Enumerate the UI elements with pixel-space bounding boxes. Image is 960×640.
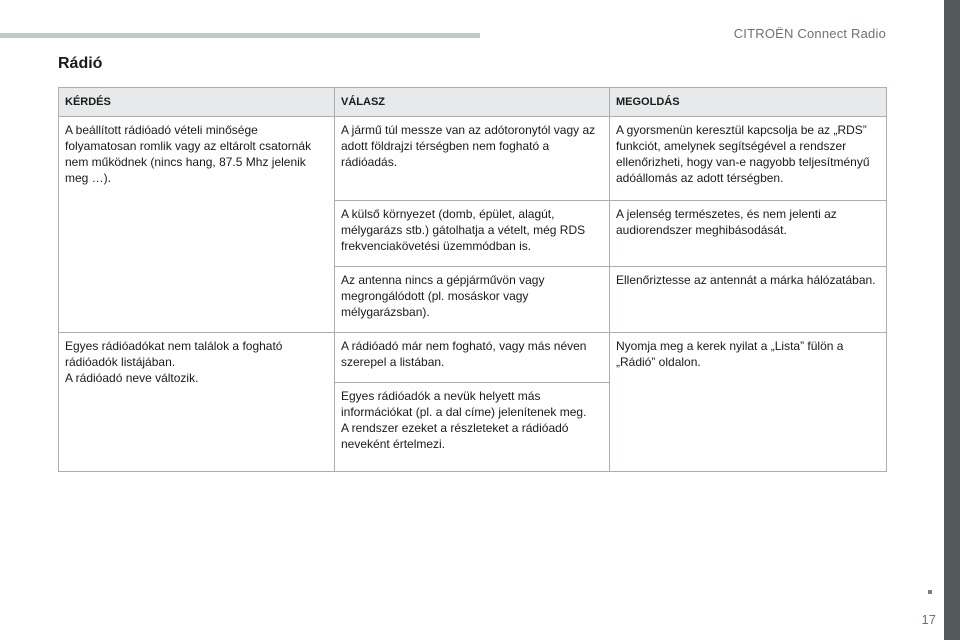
solution-cell: Nyomja meg a kerek nyilat a „Lista” fülön a „Rádió” oldalon. bbox=[610, 333, 887, 472]
solution-cell: A jelenség természetes, és nem jelenti az audiorendszer meghibásodását. bbox=[610, 201, 887, 267]
column-header-solution: MEGOLDÁS bbox=[610, 88, 887, 117]
page-marker-dot bbox=[928, 590, 932, 594]
answer-cell: A jármű túl messze van az adótoronytól vagy az adott földrajzi térségben nem fogható a rádióadás. bbox=[335, 117, 610, 201]
solution-cell: A gyorsmenün keresztül kapcsolja be az „RDS” funkciót, amelynek segítségével a rendszer ellenőrizheti, hogy van-e nagyobb teljesítményű adóállomás az adott térségben. bbox=[610, 117, 887, 201]
answer-cell: A külső környezet (domb, épület, alagút, mélygarázs stb.) gátolhatja a vételt, még RDS frekvenciakövetési üzemmódban is. bbox=[335, 201, 610, 267]
column-header-question: KÉRDÉS bbox=[59, 88, 335, 117]
column-header-answer: VÁLASZ bbox=[335, 88, 610, 117]
brand-header: CITROËN Connect Radio bbox=[733, 26, 886, 41]
table-row bbox=[59, 333, 887, 383]
troubleshooting-table bbox=[58, 87, 887, 472]
answer-cell: Egyes rádióadók a nevük helyett más információkat (pl. a dal címe) jelenítenek meg. A rendszer ezeket a részleteket a rádióadó neveként értelmezi. bbox=[335, 383, 610, 472]
answer-cell: Az antenna nincs a gépjárművön vagy megrongálódott (pl. mosáskor vagy mélygarázsban). bbox=[335, 267, 610, 333]
answer-cell: A rádióadó már nem fogható, vagy más néven szerepel a listában. bbox=[335, 333, 610, 383]
header-rule bbox=[0, 33, 480, 38]
question-cell: Egyes rádióadókat nem találok a fogható rádióadók listájában. A rádióadó neve változik. bbox=[59, 333, 335, 472]
question-cell: A beállított rádióadó vételi minősége folyamatosan romlik vagy az eltárolt csatornák nem működnek (nincs hang, 87.5 Mhz jelenik meg …). bbox=[59, 117, 335, 333]
page-title: Rádió bbox=[58, 55, 103, 72]
table-row bbox=[59, 117, 887, 201]
side-strip bbox=[944, 0, 960, 640]
solution-cell: Ellenőriztesse az antennát a márka hálózatában. bbox=[610, 267, 887, 333]
table-header-row bbox=[59, 88, 887, 117]
page-number: 17 bbox=[921, 612, 936, 627]
